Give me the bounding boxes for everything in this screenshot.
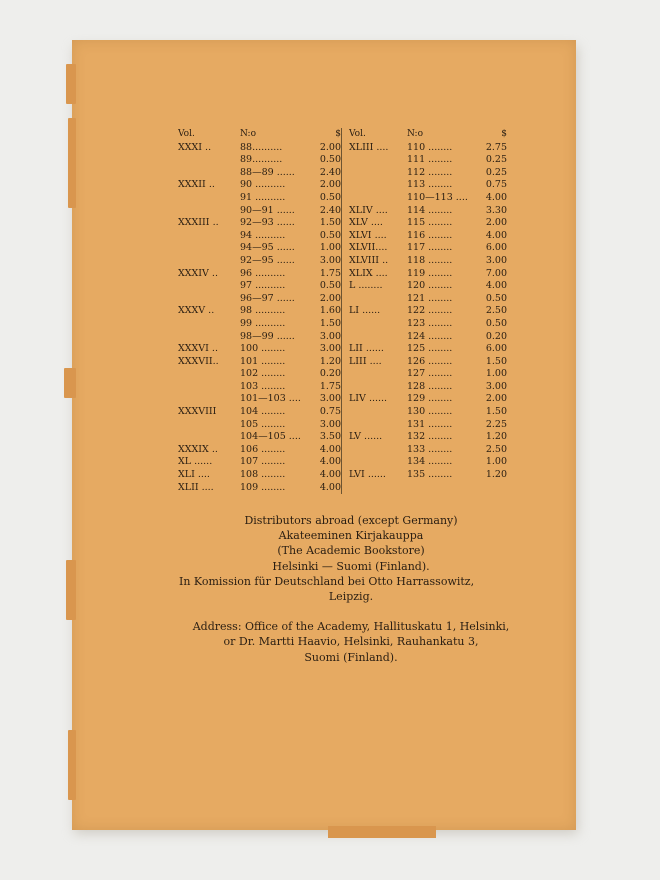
price-value: 0.50 xyxy=(319,154,341,166)
column-header xyxy=(178,128,341,141)
volume-label xyxy=(178,205,240,218)
price-value: 4.00 xyxy=(319,443,341,455)
volume-label: XXXVI .. xyxy=(178,343,218,355)
volume-label xyxy=(178,331,240,344)
price-value: 1.75 xyxy=(319,380,341,392)
price-list-row xyxy=(178,142,341,155)
price-list-row xyxy=(178,356,341,369)
price-value: 1.20 xyxy=(485,469,507,481)
price-value: 1.50 xyxy=(319,217,341,229)
issue-number: 105 ........ xyxy=(240,418,286,430)
price-list-row xyxy=(178,242,341,255)
volume-label xyxy=(349,318,407,331)
volume-label: XXXII .. xyxy=(178,179,215,191)
issue-number: 99 .......... xyxy=(240,317,286,329)
issue-number: 92—93 ...... xyxy=(240,217,295,229)
price-value: 2.00 xyxy=(319,141,341,153)
price-list-row xyxy=(349,268,507,281)
spine-remnant xyxy=(66,64,76,104)
issue-number: 118 ........ xyxy=(407,254,453,266)
volume-label xyxy=(178,192,240,205)
distributors-line: Akateeminen Kirjakauppa xyxy=(278,529,424,543)
price-list-row xyxy=(178,167,341,180)
price-value: 3.00 xyxy=(319,393,341,405)
issue-number: 101—103 .... xyxy=(240,393,301,405)
spine-remnant xyxy=(66,560,76,620)
issue-number: 110 ........ xyxy=(407,141,453,153)
price-list-row xyxy=(349,318,507,331)
volume-label: XLVII.... xyxy=(349,242,388,254)
price-list-row xyxy=(178,280,341,293)
issue-number: 96 .......... xyxy=(240,267,286,279)
volume-label xyxy=(178,230,240,243)
price-value: 1.50 xyxy=(485,406,507,418)
price-value: 1.00 xyxy=(485,456,507,468)
price-value: 3.00 xyxy=(319,330,341,342)
issue-number: 129 ........ xyxy=(407,393,453,405)
volume-label: XXXIX .. xyxy=(178,443,218,455)
price-value: 3.00 xyxy=(319,254,341,266)
volume-label xyxy=(178,419,240,432)
issue-number: 103 ........ xyxy=(240,380,286,392)
price-list-row xyxy=(178,205,341,218)
price-list-row xyxy=(178,268,341,281)
price-list-row xyxy=(349,431,507,444)
column-header xyxy=(349,128,507,141)
price-list-row xyxy=(349,419,507,432)
issue-number: 116 ........ xyxy=(407,229,453,241)
volume-label xyxy=(349,381,407,394)
issue-number: 128 ........ xyxy=(407,380,453,392)
price-value: 2.50 xyxy=(485,443,507,455)
price-list-row xyxy=(349,217,507,230)
issue-number: 123 ........ xyxy=(407,317,453,329)
issue-number: 90 .......... xyxy=(240,179,286,191)
issue-number: 109 ........ xyxy=(240,481,286,493)
price-list-row xyxy=(178,343,341,356)
volume-label: XXXVII.. xyxy=(178,355,219,367)
price-list-row xyxy=(178,406,341,419)
price-list-row xyxy=(349,393,507,406)
issue-number: 120 ........ xyxy=(407,280,453,292)
price-list-row xyxy=(349,356,507,369)
price-list-row xyxy=(178,368,341,381)
issue-number: 88.......... xyxy=(240,141,283,153)
volume-label: XLVIII .. xyxy=(349,254,389,266)
price-list-row xyxy=(349,469,507,482)
price-value: 0.50 xyxy=(319,229,341,241)
issue-number: 94—95 ...... xyxy=(240,242,295,254)
price-list-row xyxy=(349,305,507,318)
volume-label: LIV ...... xyxy=(349,393,388,405)
issue-number: 101 ........ xyxy=(240,355,286,367)
issue-number: 127 ........ xyxy=(407,368,453,380)
address-line: or Dr. Martti Haavio, Helsinki, Rauhankatu 3, xyxy=(223,635,479,649)
price-list-row xyxy=(349,230,507,243)
price-list-table xyxy=(178,128,508,494)
price-value: 0.50 xyxy=(319,191,341,203)
price-list-row xyxy=(349,293,507,306)
issue-number: 122 ........ xyxy=(407,305,453,317)
price-list-row xyxy=(349,167,507,180)
price-value: 1.50 xyxy=(485,355,507,367)
distributors-line: Distributors abroad (except Germany) xyxy=(244,514,458,527)
issue-number: 114 ........ xyxy=(407,204,453,216)
price-value: 0.50 xyxy=(485,317,507,329)
price-value: 3.00 xyxy=(485,380,507,392)
price-list-row xyxy=(178,419,341,432)
price-value: 1.50 xyxy=(319,317,341,329)
vol-header: Vol. xyxy=(349,129,366,139)
volume-label: XXXIV .. xyxy=(178,267,218,279)
volume-label xyxy=(178,242,240,255)
price-list-row xyxy=(178,192,341,205)
issue-number: 91 .......... xyxy=(240,191,286,203)
distributors-line: (The Academic Bookstore) xyxy=(277,544,425,558)
volume-label xyxy=(178,154,240,167)
price-list-row xyxy=(178,431,341,444)
issue-number: 121 ........ xyxy=(407,292,453,304)
price-value: 0.25 xyxy=(485,166,507,178)
issue-number: 98 .......... xyxy=(240,305,286,317)
price-value: 3.00 xyxy=(319,343,341,355)
volume-label: LVI ...... xyxy=(349,469,386,481)
price-value: 4.00 xyxy=(319,481,341,493)
volume-label: XLIV .... xyxy=(349,204,388,216)
price-list-right-column xyxy=(341,128,507,494)
number-header: N:o xyxy=(240,129,257,139)
price-list-row xyxy=(178,456,341,469)
price-list-row xyxy=(178,444,341,457)
issue-number: 108 ........ xyxy=(240,469,286,481)
price-list-row xyxy=(178,393,341,406)
volume-label xyxy=(349,444,407,457)
price-value: 0.75 xyxy=(485,179,507,191)
issue-number: 131 ........ xyxy=(407,418,453,430)
price-value: 1.00 xyxy=(319,242,341,254)
price-list-row xyxy=(349,456,507,469)
price-list-row xyxy=(349,142,507,155)
price-value: 0.50 xyxy=(319,280,341,292)
price-header: $ xyxy=(501,129,507,139)
issue-number: 110—113 .... xyxy=(407,191,468,203)
volume-label: XLII .... xyxy=(178,481,214,493)
price-list-row xyxy=(178,331,341,344)
distributors-line: Helsinki — Suomi (Finland). xyxy=(272,559,430,573)
volume-label: XLIX .... xyxy=(349,267,388,279)
price-list-row xyxy=(349,242,507,255)
volume-label: LIII .... xyxy=(349,355,382,367)
volume-label xyxy=(349,192,407,205)
price-list-row xyxy=(178,179,341,192)
price-value: 0.75 xyxy=(319,406,341,418)
issue-number: 113 ........ xyxy=(407,179,453,191)
issue-number: 97 .......... xyxy=(240,280,286,292)
address-line: Address: Office of the Academy, Hallituskatu 1, Helsinki, xyxy=(192,620,510,634)
price-list-row xyxy=(349,331,507,344)
issue-number: 112 ........ xyxy=(407,166,453,178)
issue-number: 119 ........ xyxy=(407,267,453,279)
price-value: 0.50 xyxy=(485,292,507,304)
issue-number: 102 ........ xyxy=(240,368,286,380)
issue-number: 92—95 ...... xyxy=(240,254,295,266)
issue-number: 132 ........ xyxy=(407,431,453,443)
price-list-row xyxy=(349,154,507,167)
volume-label: XXXIII .. xyxy=(178,217,219,229)
price-value: 1.20 xyxy=(485,431,507,443)
price-value: 2.00 xyxy=(319,292,341,304)
price-list-row xyxy=(349,343,507,356)
price-value: 4.00 xyxy=(319,456,341,468)
spine-remnant xyxy=(68,730,76,800)
issue-number: 117 ........ xyxy=(407,242,453,254)
issue-number: 111 ........ xyxy=(407,154,453,166)
price-value: 3.30 xyxy=(485,204,507,216)
volume-label xyxy=(178,293,240,306)
issue-number: 88—89 ...... xyxy=(240,166,295,178)
price-value: 0.20 xyxy=(485,330,507,342)
distributors-line: Leipzig. xyxy=(328,590,374,604)
volume-label xyxy=(349,456,407,469)
issue-number: 90—91 ...... xyxy=(240,204,295,216)
price-value: 1.20 xyxy=(319,355,341,367)
issue-number: 106 ........ xyxy=(240,443,286,455)
price-list-row xyxy=(178,255,341,268)
price-list-row xyxy=(349,381,507,394)
vol-header: Vol. xyxy=(178,129,195,139)
distributors-line: In Komission für Deutschland bei Otto Harrassowitz, xyxy=(179,574,475,588)
price-value: 7.00 xyxy=(485,267,507,279)
volume-label xyxy=(178,368,240,381)
price-value: 3.00 xyxy=(319,418,341,430)
price-list-row xyxy=(349,280,507,293)
volume-label xyxy=(178,280,240,293)
issue-number: 100 ........ xyxy=(240,343,286,355)
issue-number: 89.......... xyxy=(240,154,283,166)
spine-remnant xyxy=(68,118,76,208)
volume-label: XXXV .. xyxy=(178,305,215,317)
volume-label: XXXVIII xyxy=(178,406,217,418)
price-list-row xyxy=(178,469,341,482)
price-list-row xyxy=(178,305,341,318)
price-value: 2.40 xyxy=(319,204,341,216)
number-header: N:o xyxy=(407,129,424,139)
price-value: 6.00 xyxy=(485,242,507,254)
price-list-row xyxy=(349,406,507,419)
volume-label: XLIII .... xyxy=(349,141,389,153)
volume-label xyxy=(178,318,240,331)
issue-number: 96—97 ...... xyxy=(240,292,295,304)
volume-label xyxy=(349,331,407,344)
price-list-left-column xyxy=(178,128,341,494)
issue-number: 104—105 .... xyxy=(240,431,301,443)
price-value: 2.00 xyxy=(485,393,507,405)
price-value: 1.00 xyxy=(485,368,507,380)
volume-label: XL ...... xyxy=(178,456,213,468)
volume-label xyxy=(178,381,240,394)
volume-label: XLV .... xyxy=(349,217,383,229)
price-list-row xyxy=(349,368,507,381)
volume-label: L ........ xyxy=(349,280,383,292)
volume-label xyxy=(349,368,407,381)
price-list-row xyxy=(349,205,507,218)
price-list-row xyxy=(178,482,341,495)
price-value: 4.00 xyxy=(319,469,341,481)
price-value: 1.60 xyxy=(319,305,341,317)
price-list-row xyxy=(178,154,341,167)
issue-number: 125 ........ xyxy=(407,343,453,355)
distribution-notes xyxy=(176,513,526,665)
volume-label xyxy=(178,393,240,406)
price-header: $ xyxy=(335,129,341,139)
issue-number: 115 ........ xyxy=(407,217,453,229)
price-value: 3.00 xyxy=(485,254,507,266)
price-list-row xyxy=(349,255,507,268)
issue-number: 98—99 ...... xyxy=(240,330,295,342)
volume-label xyxy=(349,293,407,306)
volume-label: LV ...... xyxy=(349,431,383,443)
price-list-row xyxy=(178,293,341,306)
volume-label xyxy=(349,167,407,180)
volume-label xyxy=(349,154,407,167)
volume-label xyxy=(349,419,407,432)
issue-number: 130 ........ xyxy=(407,406,453,418)
issue-number: 94 .......... xyxy=(240,229,286,241)
volume-label: LI ...... xyxy=(349,305,381,317)
price-value: 4.00 xyxy=(485,229,507,241)
price-list-row xyxy=(178,318,341,331)
spine-tab xyxy=(328,826,436,838)
price-value: 2.25 xyxy=(485,418,507,430)
issue-number: 134 ........ xyxy=(407,456,453,468)
issue-number: 133 ........ xyxy=(407,443,453,455)
price-value: 2.40 xyxy=(319,166,341,178)
spine-remnant xyxy=(64,368,76,398)
volume-label xyxy=(178,255,240,268)
price-value: 0.20 xyxy=(319,368,341,380)
price-value: 2.00 xyxy=(485,217,507,229)
issue-number: 135 ........ xyxy=(407,469,453,481)
price-list-row xyxy=(349,444,507,457)
price-value: 2.00 xyxy=(319,179,341,191)
volume-label: XLI .... xyxy=(178,469,210,481)
price-list-row xyxy=(178,217,341,230)
volume-label xyxy=(349,406,407,419)
price-list-row xyxy=(178,230,341,243)
price-list-row xyxy=(178,381,341,394)
price-value: 6.00 xyxy=(485,343,507,355)
volume-label: LII ...... xyxy=(349,343,384,355)
address-line: Suomi (Finland). xyxy=(304,650,398,664)
price-value: 1.75 xyxy=(319,267,341,279)
price-value: 0.25 xyxy=(485,154,507,166)
price-value: 4.00 xyxy=(485,280,507,292)
issue-number: 104 ........ xyxy=(240,406,286,418)
volume-label xyxy=(178,167,240,180)
price-list-row xyxy=(349,179,507,192)
issue-number: 126 ........ xyxy=(407,355,453,367)
price-list-row xyxy=(349,192,507,205)
volume-label: XXXI .. xyxy=(178,141,212,153)
issue-number: 107 ........ xyxy=(240,456,286,468)
volume-label xyxy=(349,179,407,192)
price-value: 4.00 xyxy=(485,191,507,203)
price-value: 2.75 xyxy=(485,141,507,153)
volume-label: XLVI .... xyxy=(349,229,387,241)
volume-label xyxy=(178,431,240,444)
price-value: 3.50 xyxy=(319,431,341,443)
price-value: 2.50 xyxy=(485,305,507,317)
issue-number: 124 ........ xyxy=(407,330,453,342)
